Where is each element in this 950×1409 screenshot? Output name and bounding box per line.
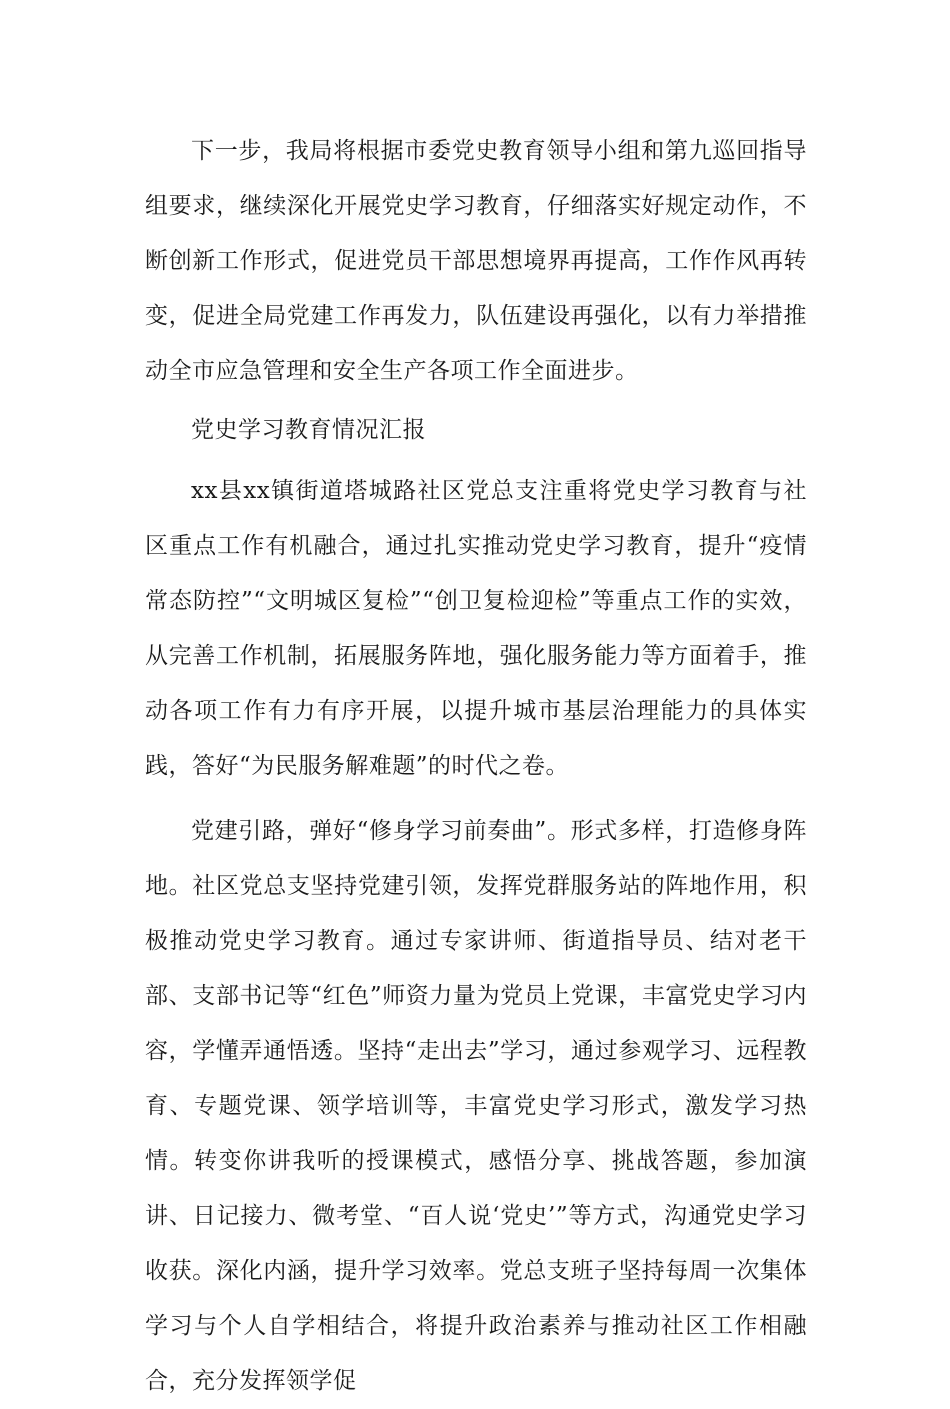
paragraph-next-steps: 下一步，我局将根据市委党史教育领导小组和第九巡回指导组要求，继续深化开展党史学习教育，仔细落实好规定动作，不断创新工作形式，促进党员干部思想境界再提高，工作作风再转变，促进全局党建工作再发力，队伍建设再强化，以有力举措推动全市应急管理和安全生产各项工作全面进步。 <box>145 138 807 384</box>
report-title: 党史学习教育情况汇报 <box>191 417 426 443</box>
paragraph-community-intro: xx县xx镇街道塔城路社区党总支注重将党史学习教育与社区重点工作有机融合，通过扎实推动党史学习教育，提升“疫情常态防控”“文明城区复检”“创卫复检迎检”等重点工作的实效，从完善工作机制，拓展服务阵地，强化服务能力等方面着手，推动各项工作有力有序开展，以提升城市基层治理能力的具体实践，答好“为民服务解难题”的时代之卷。 <box>145 478 807 779</box>
paragraph-party-leading: 党建引路，弹好“修身学习前奏曲”。形式多样，打造修身阵地。社区党总支坚持党建引领，发挥党群服务站的阵地作用，积极推动党史学习教育。通过专家讲师、街道指导员、结对老干部、支部书记等“红色”师资力量为党员上党课，丰富党史学习内容，学懂弄通悟透。坚持“走出去”学习，通过参观学习、远程教育、专题党课、领学培训等，丰富党史学习形式，激发学习热情。转变你讲我听的授课模式，感悟分享、挑战答题，参加演讲、日记接力、微考堂、“百人说‘党史’”等方式，沟通党史学习收获。深化内涵，提升学习效率。党总支班子坚持每周一次集体学习与个人自学相结合，将提升政治素养与推动社区工作相融合，充分发挥领学促 <box>145 818 807 1394</box>
document-body <box>145 124 807 1409</box>
